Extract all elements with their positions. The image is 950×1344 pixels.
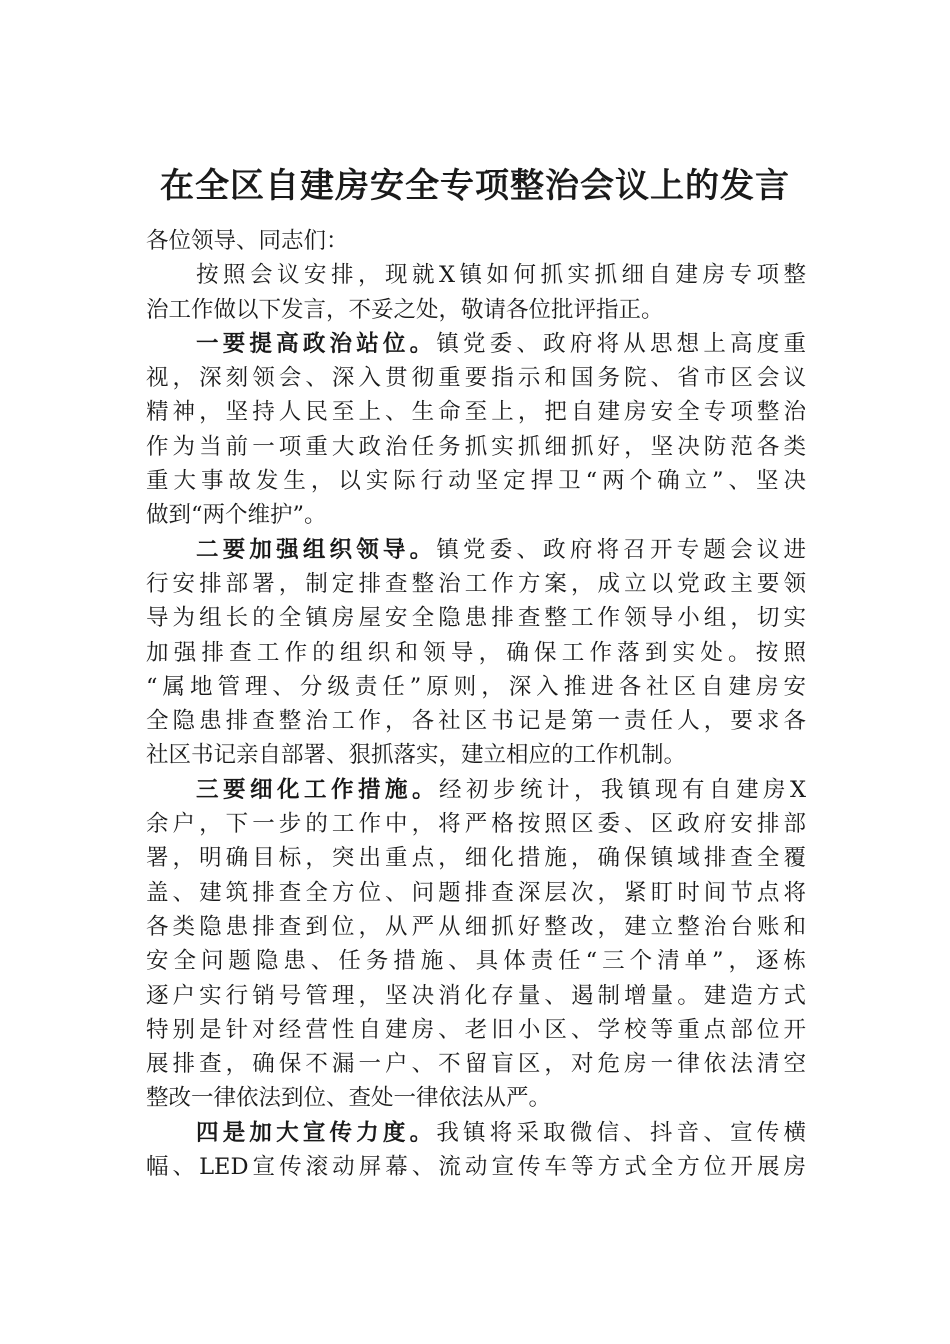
line-text: 做到“两个维护”。 (146, 502, 327, 529)
line-text: 镇党委、政府将召开专题会议进 (436, 536, 806, 563)
paragraph-2-line (146, 738, 806, 772)
paragraph-4-line (146, 1116, 806, 1150)
line-text: 特别是针对经营性自建房、老旧小区、学校等重点部位开 (146, 1016, 806, 1043)
paragraph-2-line (146, 601, 806, 635)
paragraph-3-line (146, 1081, 806, 1115)
line-text: 重大事故发生，以实际行动坚定捍卫“两个确立”、坚决 (146, 468, 806, 495)
line-text: 各类隐患排查到位，从严从细抓好整改，建立整治台账和 (146, 913, 806, 940)
paragraph-1-line (146, 327, 806, 361)
paragraph-2-line (146, 704, 806, 738)
line-text: 署，明确目标，突出重点，细化措施，确保镇域排查全覆 (146, 845, 806, 872)
paragraph-3-line (146, 773, 806, 807)
line-text: 余户，下一步的工作中，将严格按照区委、区政府安排部 (146, 811, 806, 838)
paragraph-heading: 四是加大宣传力度。 (196, 1119, 437, 1146)
paragraph-3-line (146, 910, 806, 944)
paragraph-1-line (146, 498, 806, 532)
line-text: 视，深刻领会、深入贯彻重要指示和国务院、省市区会议 (146, 365, 806, 392)
paragraph-2-line (146, 533, 806, 567)
paragraph-1-line (146, 395, 806, 429)
line-text: 镇党委、政府将从思想上高度重 (436, 330, 806, 357)
paragraph-4-line (146, 1150, 806, 1184)
salutation: 各位领导、同志们： (146, 228, 349, 254)
paragraph-3-line (146, 944, 806, 978)
line-text: 展排查，确保不漏一户、不留盲区，对危房一律依法清空 (146, 1051, 806, 1078)
paragraph-heading: 三要细化工作措施。 (196, 776, 439, 803)
line-text: 安全问题隐患、任务措施、具体责任“三个清单”，逐栋 (146, 948, 806, 975)
line-text: 精神，坚持人民至上、生命至上，把自建房安全专项整治 (146, 399, 806, 426)
line-text: 盖、建筑排查全方位、问题排查深层次，紧盯时间节点将 (146, 879, 806, 906)
line-text: 整改一律依法到位、查处一律依法从严。 (146, 1085, 552, 1112)
line-text: “属地管理、分级责任”原则，深入推进各社区自建房安 (146, 673, 806, 700)
paragraph-1-line (146, 464, 806, 498)
paragraph-3-line (146, 979, 806, 1013)
document-title: 在全区自建房安全专项整治会议上的发言 (160, 166, 790, 206)
paragraph-1-line (146, 361, 806, 395)
line-text: 治工作做以下发言，不妥之处，敬请各位批评指正。 (146, 296, 664, 323)
paragraph-2-line (146, 567, 806, 601)
line-text: 按照会议安排，现就X镇如何抓实抓细自建房专项整 (196, 262, 806, 289)
line-text: 加强排查工作的组织和领导，确保工作落到实处。按照 (146, 639, 806, 666)
line-text: 幅、LED宣传滚动屏幕、流动宣传车等方式全方位开展房 (146, 1154, 806, 1181)
paragraph-2-line (146, 670, 806, 704)
paragraph-3-line (146, 1047, 806, 1081)
line-text: 逐户实行销号管理，坚决消化存量、遏制增量。建造方式 (146, 982, 806, 1009)
paragraph-3-line (146, 841, 806, 875)
paragraph-2-line (146, 636, 806, 670)
line-text: 全隐患排查整治工作，各社区书记是第一责任人，要求各 (146, 708, 806, 735)
line-text: 行安排部署，制定排查整治工作方案，成立以党政主要领 (146, 570, 806, 597)
line-text: 社区书记亲自部署、狠抓落实，建立相应的工作机制。 (146, 742, 687, 769)
paragraph-1-line (146, 430, 806, 464)
paragraph-heading: 二要加强组织领导。 (196, 536, 437, 563)
line-text: 导为组长的全镇房屋安全隐患排查整工作领导小组，切实 (146, 605, 806, 632)
line-text: 经初步统计，我镇现有自建房X (438, 776, 806, 803)
paragraph-3-line (146, 876, 806, 910)
paragraph-heading: 一要提高政治站位。 (196, 330, 437, 357)
paragraph-intro-line (146, 293, 806, 327)
paragraph-3-line (146, 807, 806, 841)
paragraph-intro-line (146, 258, 806, 292)
line-text: 作为当前一项重大政治任务抓实抓细抓好，坚决防范各类 (146, 433, 806, 460)
line-text: 我镇将采取微信、抖音、宣传横 (436, 1119, 806, 1146)
paragraph-3-line (146, 1013, 806, 1047)
document-body (146, 224, 806, 1184)
